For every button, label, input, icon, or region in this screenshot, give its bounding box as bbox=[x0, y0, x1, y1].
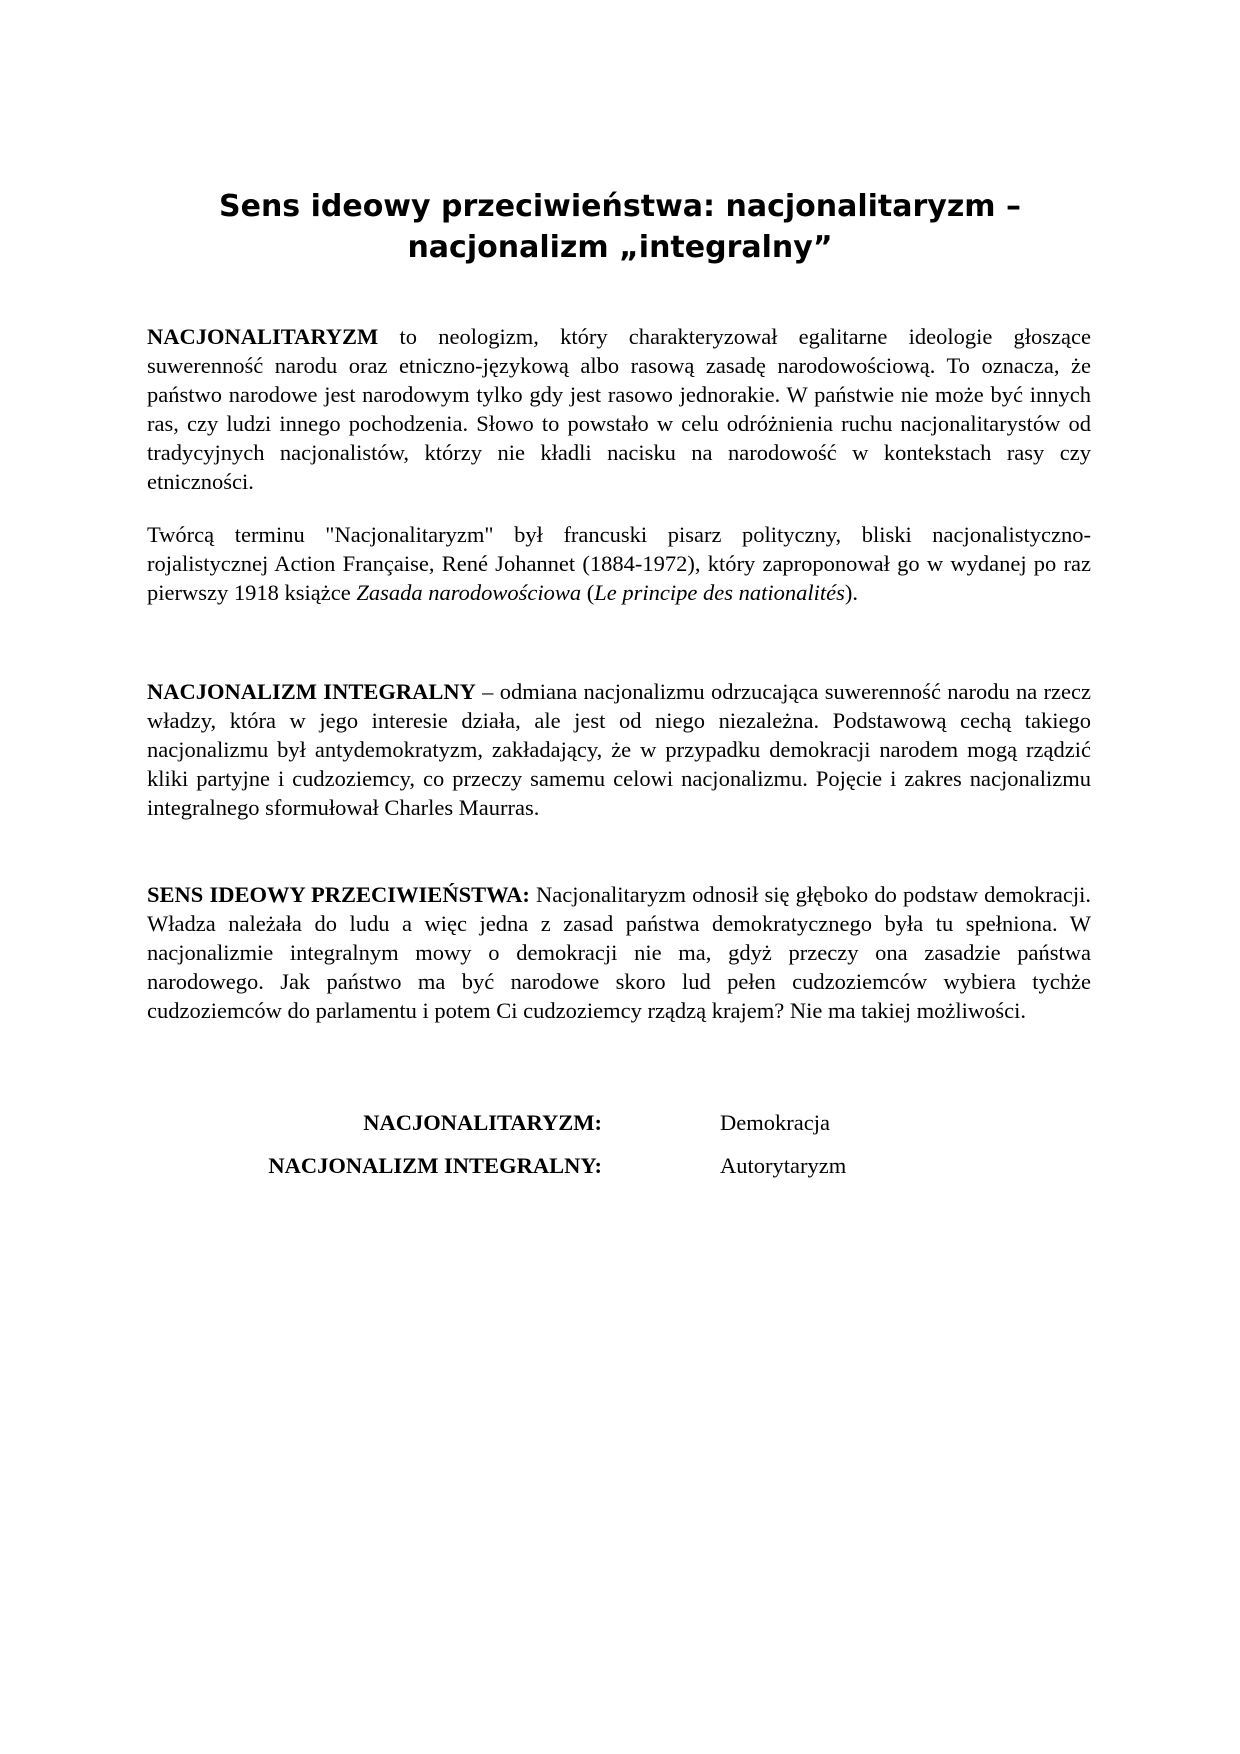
paragraph-sens-ideowy bbox=[147, 880, 1091, 1025]
summary-row bbox=[260, 1153, 960, 1196]
paragraph-2-paren-open: ( bbox=[581, 580, 595, 605]
paragraph-nacjonalitaryzm bbox=[147, 322, 1091, 496]
paragraph-3-text: – odmiana nacjonalizmu odrzucająca suwerenność narodu na rzecz władzy, która w jego interesie działa, ale jest od niego niezależna. Podstawową cechą takiego nacjonalizmu był antydemokratyzm, zakładający, że w przypadku demokracji narodem mogą rządzić kliki partyjne i cudzoziemcy, co przeczy samemu celowi nacjonalizmu. Pojęcie i zakres nacjonalizmu integralnego sformułował Charles Maurras. bbox=[147, 679, 1091, 820]
paragraph-2-text-after: ). bbox=[844, 580, 858, 605]
paragraph-nacjonalizm-integralny bbox=[147, 677, 1091, 822]
summary-table bbox=[260, 1110, 960, 1196]
summary-value: Demokracja bbox=[720, 1110, 830, 1135]
summary-label: NACJONALIZM INTEGRALNY: bbox=[268, 1153, 602, 1178]
summary-value: Autorytaryzm bbox=[720, 1153, 847, 1178]
paragraph-2-text-before: Twórcą terminu "Nacjonalitaryzm" był francuski pisarz polityczny, bliski nacjonalistyczno-rojalistycznej Action Française, René Johannet (1884-1972), który zaproponował go w wydanej po raz pierwszy 1918 książce bbox=[147, 522, 1091, 605]
paragraph-4-text: Nacjonalitaryzm odnosił się głęboko do podstaw demokracji. Władza należała do ludu a więc jedna z zasad państwa demokratycznego była tu spełniona. W nacjonalizmie integralnym mowy o demokracji nie ma, gdyż przeczy ona zasadzie państwa narodowego. Jak państwo ma być narodowe skoro lud pełen cudzoziemców wybiera tychże cudzoziemców do parlamentu i potem Ci cudzoziemcy rządzą krajem? Nie ma takiej możliwości. bbox=[147, 882, 1091, 1023]
paragraph-1-text: to neologizm, który charakteryzował egalitarne ideologie głoszące suwerenność narodu oraz etniczno-językową albo rasową zasadę narodowościową. To oznacza, że państwo narodowe jest narodowym tylko gdy jest rasowo jednorakie. W państwie nie może być innych ras, czy ludzi innego pochodzenia. Słowo to powstało w celu odróżnienia ruchu nacjonalitarystów od tradycyjnych nacjonalistów, którzy nie kładli nacisku na narodowość w kontekstach rasy czy etniczności. bbox=[147, 324, 1091, 494]
summary-label: NACJONALITARYZM: bbox=[363, 1110, 602, 1135]
term-nacjonalizm-integralny: NACJONALIZM INTEGRALNY bbox=[147, 679, 476, 704]
title-line-2: nacjonalizm „integralny” bbox=[407, 230, 833, 265]
paragraph-origin bbox=[147, 520, 1091, 607]
summary-row bbox=[260, 1110, 960, 1153]
term-nacjonalitaryzm: NACJONALITARYZM bbox=[147, 324, 379, 349]
term-sens-ideowy: SENS IDEOWY PRZECIWIEŃSTWA: bbox=[147, 882, 530, 907]
document-title bbox=[150, 186, 1090, 268]
title-line-1: Sens ideowy przeciwieństwa: nacjonalitaryzm – bbox=[218, 189, 1022, 224]
book-title-french: Le principe des nationalités bbox=[594, 580, 845, 605]
book-title: Zasada narodowościowa bbox=[356, 580, 582, 605]
